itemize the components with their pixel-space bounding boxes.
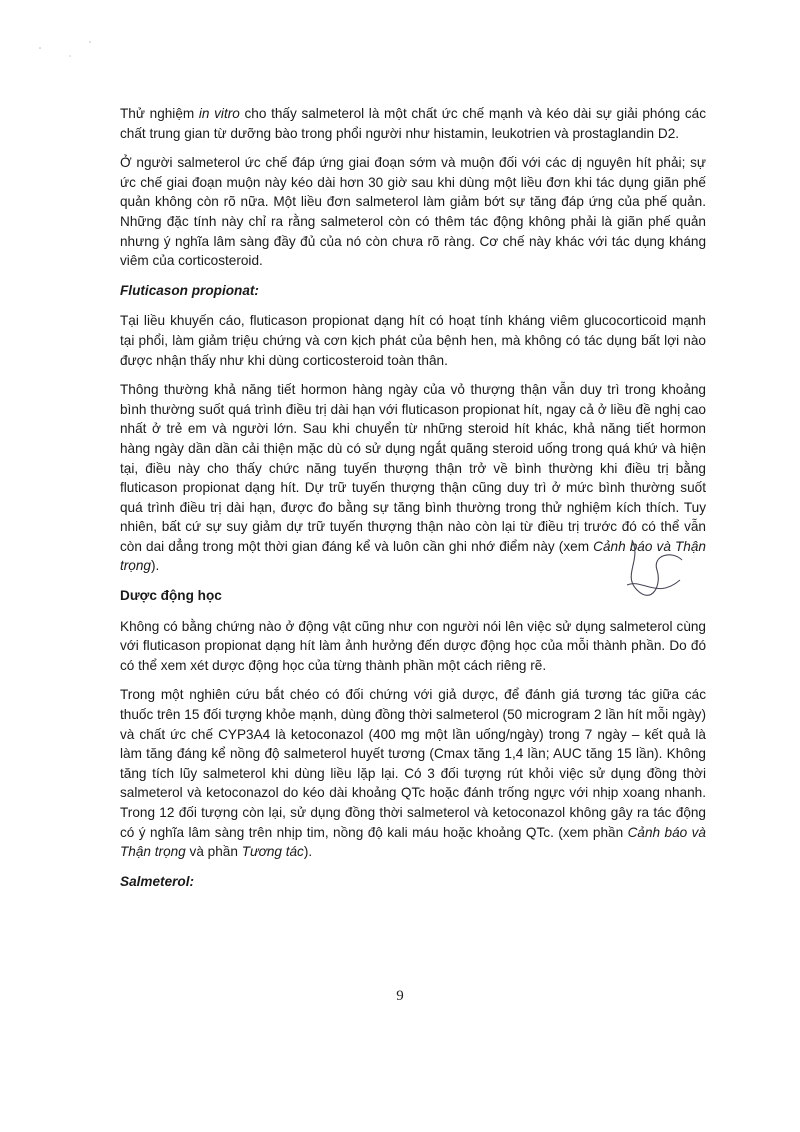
paragraph-adrenal: Thông thường khả năng tiết hormon hàng ngày của vỏ thượng thận vẫn duy trì trong khoảng bình thường suốt quá trình điều trị dài hạn với fluticason propionat hít, ngay cả ở liều đề nghị cao nhất ở trẻ em và người lớn. Sau khi chuyển từ những steroid hít khác, khả năng tiết hormon hàng ngày dần dần cải thiện mặc dù có sử dụng ngắt quãng steroid uống trong quá khứ và hiện tại, điều này cho thấy chức năng tuyến thượng thận trở về bình thường khi điều trị bằng fluticason propionat dạng hít. Dự trữ tuyến thượng thận cũng duy trì ở mức bình thường suốt quá trình điều trị dài hạn, được đo bằng sự tăng bình thường trong thử nghiệm kích thích. Tuy nhiên, bất cứ sự suy giảm dự trữ tuyến thượng thận nào còn lại từ điều trị trước đó có thể vẫn còn dai dẳng trong một thời gian đáng kể và luôn cần ghi nhớ điểm này (xem Cảnh báo và Thận trọng).	[120, 382, 706, 574]
handwritten-signature	[612, 530, 692, 610]
paragraph-fluticason-dose: Tại liều khuyến cáo, fluticason propionat dạng hít có hoạt tính kháng viêm glucocorticoid mạnh tại phổi, làm giảm triệu chứng và cơn kịch phát của bệnh hen, mà không có tác dụng bất lợi nào được nhận thấy như khi dùng corticosteroid toàn thân.	[120, 313, 706, 368]
paragraph-in-vitro: Thử nghiệm in vitro cho thấy salmeterol là một chất ức chế mạnh và kéo dài sự giải phóng các chất trung gian từ dưỡng bào trong phổi người như histamin, leukotrien và prostaglandin D2.	[120, 106, 706, 141]
paragraph-pk-evidence: Không có bằng chứng nào ở động vật cũng như con người nói lên việc sử dụng salmeterol cùng với fluticason propionat dạng hít làm ảnh hưởng đến dược động học của mỗi thành phần. Do đó có thể xem xét dược động học của từng thành phần một cách riêng rẽ.	[120, 618, 706, 673]
scan-speck-mark	[30, 28, 100, 68]
document-body	[120, 104, 706, 902]
heading-pharmacokinetics: Dược động học	[120, 588, 222, 604]
heading-fluticason: Fluticason propionat:	[120, 282, 259, 298]
paragraph-interaction-study: Trong một nghiên cứu bắt chéo có đối chứng với giả dược, để đánh giá tương tác giữa các thuốc trên 15 đối tượng khỏe mạnh, dùng đồng thời salmeterol (50 microgram 2 lần hít mỗi ngày) và chất ức chế CYP3A4 là ketoconazol (400 mg một lần uống/ngày) trong 7 ngày – kết quả là làm tăng đáng kể nồng độ salmeterol huyết tương (Cmax tăng 1,4 lần; AUC tăng 15 lần). Không tăng tích lũy salmeterol khi dùng liều lặp lại. Có 3 đối tượng rút khỏi việc sử dụng đồng thời salmeterol và ketoconazol do kéo dài khoảng QTc hoặc đánh trống ngực với nhịp xoang nhanh. Trong 12 đối tượng còn lại, sử dụng đồng thời salmeterol và ketoconazol không gây ra tác động có ý nghĩa lâm sàng trên nhịp tim, nồng độ kali máu hoặc khoảng QTc. (xem phần Cảnh báo và Thận trọng và phần Tương tác).	[120, 687, 706, 860]
heading-salmeterol: Salmeterol:	[120, 873, 195, 889]
page-number: 9	[396, 988, 404, 1004]
paragraph-human-response: Ở người salmeterol ức chế đáp ứng giai đoạn sớm và muộn đối với các dị nguyên hít phải; sự ức chế giai đoạn muộn này kéo dài hơn 30 giờ sau khi dùng một liều đơn khi tác dụng giãn phế quản không còn rõ nữa. Một liều đơn salmeterol làm giảm bớt sự tăng đáp ứng của phế quản. Những đặc tính này chỉ ra rằng salmeterol còn có thêm tác động không phải là giãn phế quản nhưng ý nghĩa lâm sàng đầy đủ của nó còn chưa rõ ràng. Cơ chế này khác với tác dụng kháng viêm của corticosteroid.	[120, 155, 706, 269]
